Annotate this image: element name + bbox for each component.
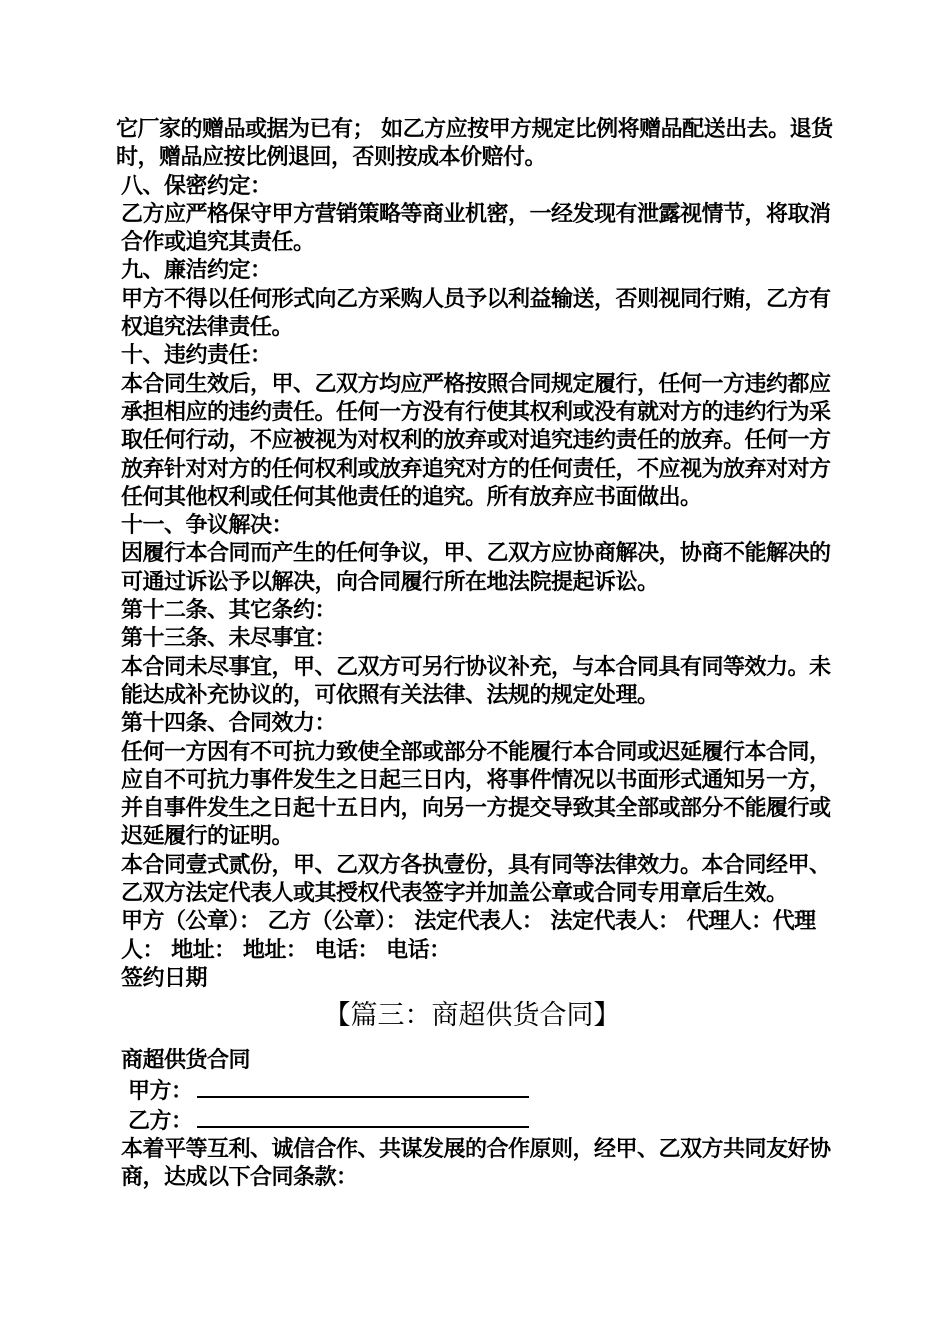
section-integrity-heading: 九、廉洁约定： <box>121 258 272 284</box>
paragraph-copies-validity: 本合同壹式贰份，甲、乙双方各执壹份，具有同等法律效力。本合同经甲、乙双方法定代表人或其授权代表签字并加盖公章或合同专用章后生效。 <box>121 852 831 907</box>
signing-date-label: 签约日期 <box>121 965 208 991</box>
paragraph-confidentiality: 乙方应严格保守甲方营销策略等商业机密，一经发现有泄露视情节，将取消合作或追究其责任。 <box>121 201 831 256</box>
party-b-blank[interactable] <box>197 1106 529 1128</box>
paragraph-force-majeure: 任何一方因有不可抗力致使全部或部分不能履行本合同或迟延履行本合同，应自不可抗力事件发生之日起三日内，将事件情况以书面形式通知另一方，并自事件发生之日起十五日内，向另一方提交导致其全部或部分不能履行或迟延履行的证明。 <box>121 739 831 850</box>
paragraph-supplementary: 本合同未尽事宜，甲、乙双方可另行协议补充，与本合同具有同等效力。未能达成补充协议的，可依照有关法律、法规的规定处理。 <box>121 654 831 708</box>
section-dispute-heading: 十一、争议解决： <box>121 513 294 539</box>
section-heading: 【篇三：商超供货合同】 <box>323 1000 621 1032</box>
signature-block: 甲方（公章）： 乙方（公章）： 法定代表人： 法定代表人： 代理人：代理人： 地址： 地址： 电话： 电话： <box>121 909 816 963</box>
section-confidentiality-heading: 八、保密约定： <box>121 173 272 199</box>
contract-title: 商超供货合同 <box>121 1048 251 1074</box>
party-a-row <box>116 1076 836 1106</box>
party-a-label: 甲方： <box>128 1078 193 1104</box>
paragraph-dispute: 因履行本合同而产生的任何争议，甲、乙双方应协商解决，协商不能解决的可通过诉讼予以解决，向合同履行所在地法院提起诉讼。 <box>121 541 831 595</box>
article-12-heading: 第十二条、其它条约： <box>121 598 337 624</box>
paragraph-gift-rules: 它厂家的赠品或据为已有； 如乙方应按甲方规定比例将赠品配送出去。退货时，赠品应按比例退回，否则按成本价赔付。 <box>116 117 833 171</box>
article-14-heading: 第十四条、合同效力： <box>121 711 337 737</box>
party-a-blank[interactable] <box>197 1076 529 1098</box>
paragraph-intro: 本着平等互利、诚信合作、共谋发展的合作原则，经甲、乙双方共同友好协商，达成以下合同条款： <box>121 1137 831 1191</box>
party-b-label: 乙方： <box>128 1108 193 1134</box>
section-breach-heading: 十、违约责任： <box>121 343 272 369</box>
article-13-heading: 第十三条、未尽事宜： <box>121 626 337 652</box>
paragraph-integrity: 甲方不得以任何形式向乙方采购人员予以利益输送，否则视同行贿，乙方有权追究法律责任。 <box>121 286 831 341</box>
party-b-row <box>116 1106 836 1136</box>
paragraph-breach: 本合同生效后，甲、乙双方均应严格按照合同规定履行，任何一方违约都应承担相应的违约责任。任何一方没有行使其权利或没有就对方的违约行为采取任何行动，不应被视为对权利的放弃或对追究违约责任的放弃。任何一方放弃针对对方的任何权利或放弃追究对方的任何责任，不应视为放弃对对方任何其他权利或任何其他责任的追究。所有放弃应书面做出。 <box>121 371 831 510</box>
document-page <box>116 116 836 1193</box>
